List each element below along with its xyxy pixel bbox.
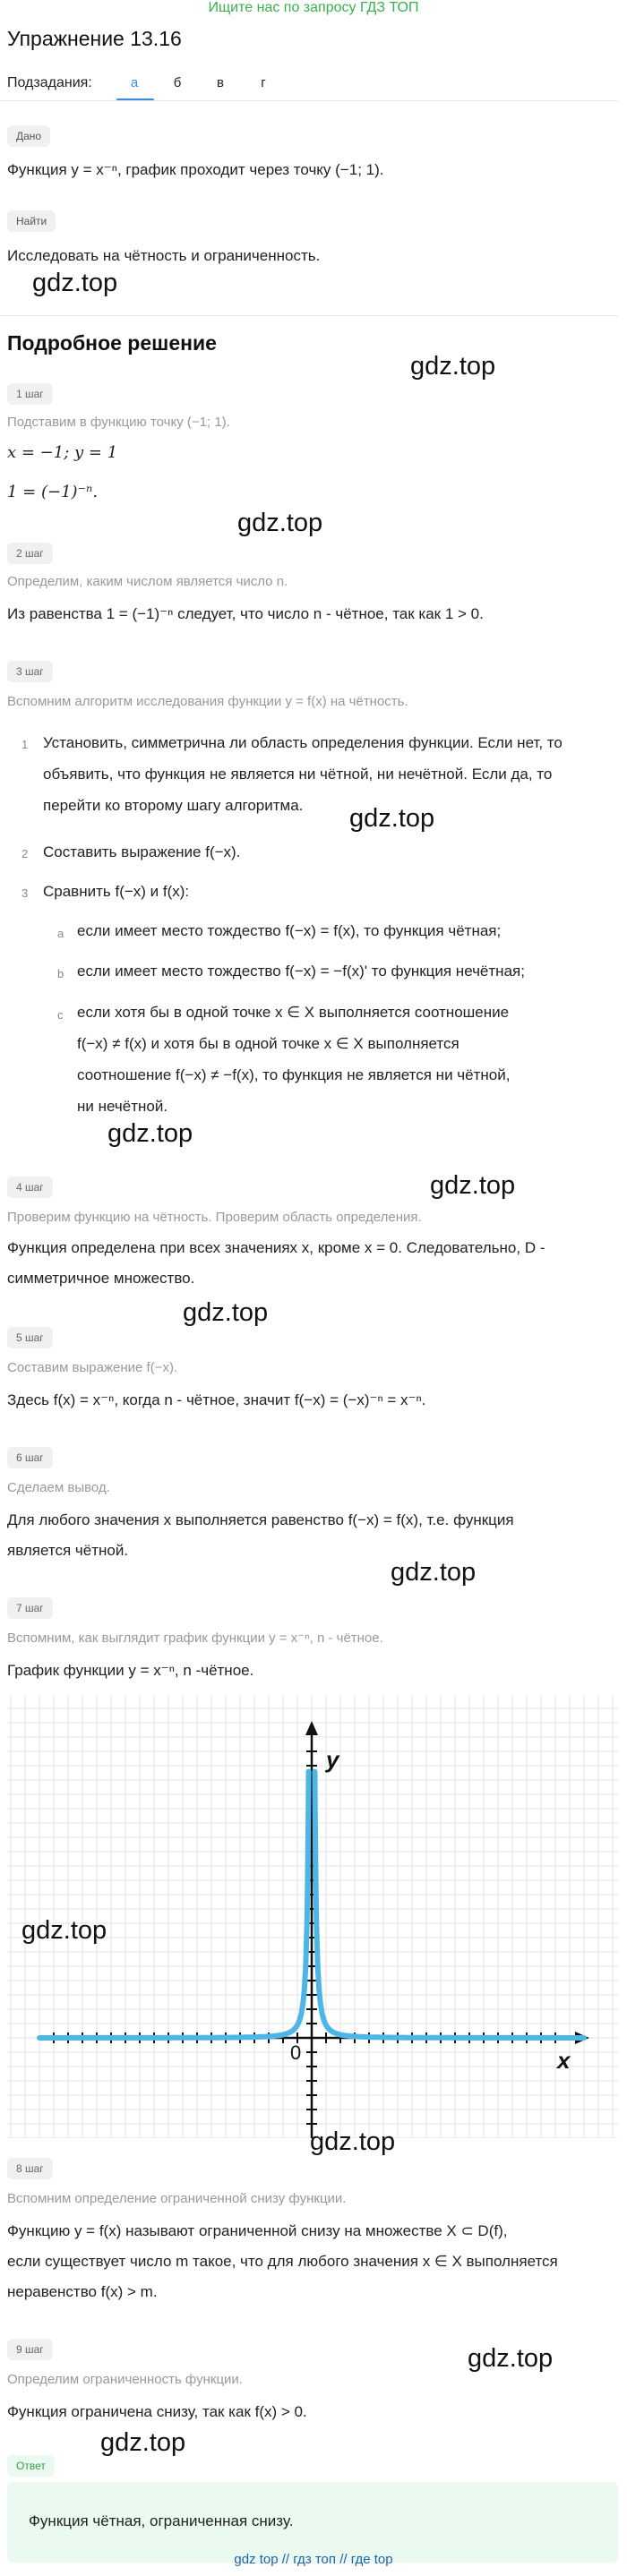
list-subitem: если хотя бы в одной точке x ∈ X выполняется соотношение [77,1004,510,1021]
step-label: 4 шаг [7,1177,53,1198]
watermark: gdz.top [21,1916,107,1945]
given-text: Функция y = x⁻ⁿ, график проходит через точку (−1; 1). [7,161,384,178]
step-note: Проверим функцию на чётность. Проверим область определения. [7,1210,422,1225]
step-note: Сделаем вывод. [7,1480,110,1495]
watermark: gdz.top [468,2344,554,2373]
find-text: Исследовать на чётность и ограниченность. [7,247,321,264]
list-subitem: если имеет место тождество f(−x) = f(x), то функция чётная; [77,922,502,939]
watermark: gdz.top [410,352,496,381]
step-line: Здесь f(x) = x⁻ⁿ, когда n - чётное, значит f(−x) = (−x)⁻ⁿ = x⁻ⁿ. [7,1391,426,1408]
step-note: Определим, каким числом является число n. [7,574,288,589]
watermark: gdz.top [310,2127,396,2156]
step-label: 9 шаг [7,2339,53,2360]
step-note: Вспомним определение ограниченной снизу функции. [7,2191,347,2206]
watermark: gdz.top [391,1558,477,1587]
step-label: 8 шаг [7,2158,53,2179]
watermark: gdz.top [32,269,118,297]
step-line: Функция определена при всех значениях x, кроме x = 0. Следовательно, D - [7,1239,545,1256]
step-note: Вспомним алгоритм исследования функции y = f(x) на чётность. [7,694,408,709]
find-label: Найти [7,210,56,232]
origin-label: 0 [290,2041,302,2064]
step-note: Составим выражение f(−x). [7,1360,178,1375]
step-line: 1 = (−1)⁻ⁿ. [7,483,99,501]
watermark: gdz.top [107,1119,193,1148]
list-item: Сравнить f(−x) и f(x): [43,883,190,900]
list-number: 3 [21,886,29,900]
tab-b[interactable]: б [173,75,182,90]
step-label: 3 шаг [7,661,53,682]
step-line: x = −1; y = 1 [7,443,118,462]
y-axis-label: y [326,1746,339,1773]
footer-links[interactable]: gdz top // гдз топ // где top [234,2552,393,2567]
tabs-divider [0,100,618,101]
divider [0,315,618,316]
step-line: Для любого значения x выполняется равенство f(−x) = f(x), т.е. функция [7,1511,514,1528]
tab-g[interactable]: г [261,75,266,90]
step-line: Функцию y = f(x) называют ограниченной снизу на множестве X ⊂ D(f), [7,2222,508,2239]
page-title: Упражнение 13.16 [7,27,182,50]
tab-v[interactable]: в [217,75,224,90]
watermark: gdz.top [430,1171,516,1200]
answer-text: Функция чётная, ограниченная снизу. [29,2512,294,2529]
list-subitem: если имеет место тождество f(−x) = −f(x)' то функция нечётная; [77,963,525,980]
list-letter: c [57,1008,64,1022]
list-letter: a [57,927,64,940]
step-label: 5 шаг [7,1327,53,1348]
tab-a[interactable]: а [130,75,139,90]
list-item: объявить, что функция не является ни чётной, ни нечётной. Если да, то [43,766,553,783]
list-letter: b [57,967,64,980]
step-note: Определим ограниченность функции. [7,2372,243,2387]
given-label: Дано [7,125,50,147]
list-item: Установить, симметрична ли область определения функции. Если нет, то [43,734,563,751]
x-axis-label: x [557,2047,571,2074]
answer-label: Ответ [7,2455,55,2477]
watermark: gdz.top [183,1298,269,1327]
solution-heading: Подробное решение [7,331,217,355]
step-line: График функции y = x⁻ⁿ, n -чётное. [7,1662,254,1679]
list-subitem: ни нечётной. [77,1098,168,1115]
step-line: неравенство f(x) > m. [7,2283,158,2300]
list-subitem: соотношение f(−x) ≠ −f(x), то функция не является ни чётной, [77,1066,511,1083]
step-note: Вспомним, как выглядит график функции y = x⁻ⁿ, n - чётное. [7,1630,383,1646]
step-label: 1 шаг [7,383,53,405]
list-item: перейти ко второму шагу алгоритма. [43,797,304,814]
list-number: 2 [21,847,29,860]
top-notice[interactable]: Ищите нас по запросу ГДЗ ТОП [208,0,419,15]
step-line: если существует число m такое, что для любого значения x ∈ X выполняется [7,2253,558,2270]
step-line: Функция ограничена снизу, так как f(x) > 0. [7,2403,307,2420]
watermark: gdz.top [349,804,435,833]
step-note: Подставим в функцию точку (−1; 1). [7,415,230,430]
list-item: Составить выражение f(−x). [43,843,241,860]
list-number: 1 [21,738,29,751]
step-label: 6 шаг [7,1447,53,1468]
list-subitem: f(−x) ≠ f(x) и хотя бы в одной точке x ∈ X выполняется [77,1035,460,1052]
step-line: Из равенства 1 = (−1)⁻ⁿ следует, что число n - чётное, так как 1 > 0. [7,605,484,622]
watermark: gdz.top [237,509,323,537]
step-label: 7 шаг [7,1597,53,1619]
step-line: является чётной. [7,1542,129,1559]
watermark: gdz.top [100,2428,186,2457]
subtasks-label: Подзадания: [7,75,92,90]
step-label: 2 шаг [7,543,53,564]
step-line: симметричное множество. [7,1270,195,1287]
